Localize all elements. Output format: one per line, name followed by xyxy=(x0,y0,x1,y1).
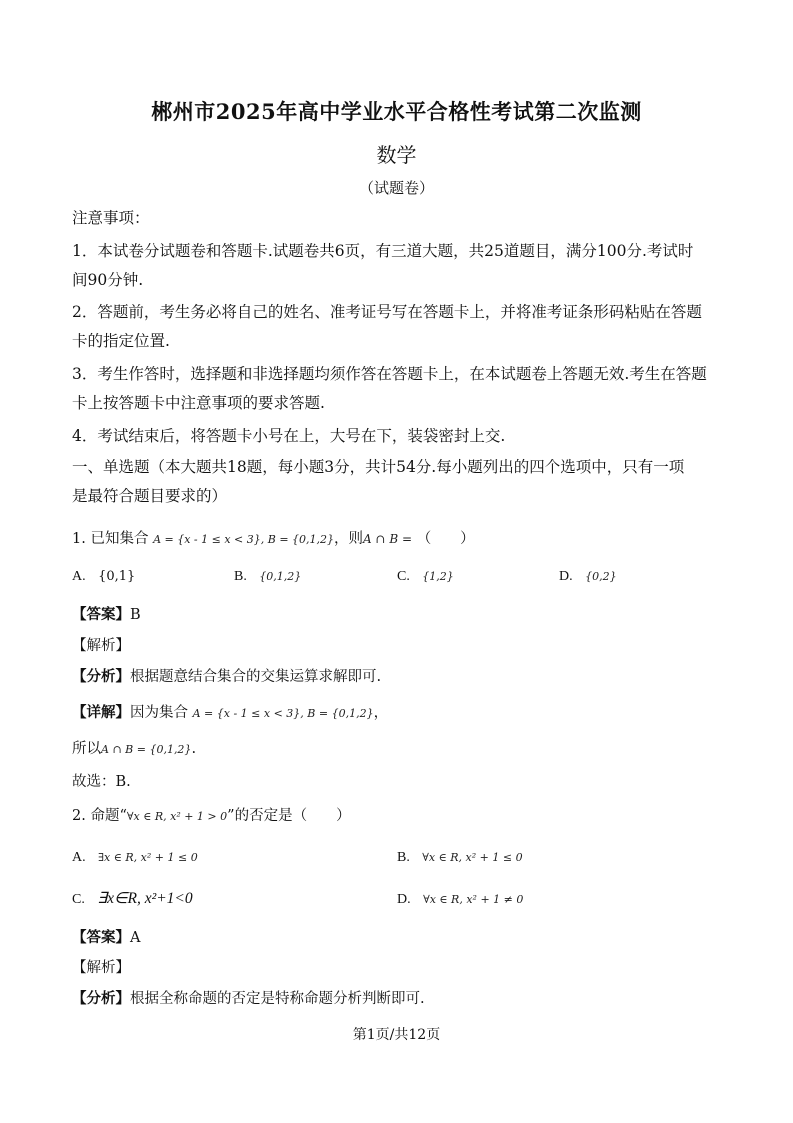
question-2: 2. 命题“∀x ∈ R, x² + 1 > 0”的否定是（ ） xyxy=(72,808,351,824)
question-1-middle: ，则 xyxy=(334,531,364,547)
section-heading-line-1: 一、单选题（本大题共18题，每小题3分，共计54分.每小题列出的四个选项中，只有一项 xyxy=(72,458,685,476)
q1-analysis-tag: 【解析】 xyxy=(72,638,130,654)
q1-so: 所以A ∩ B = {0,1,2}. xyxy=(72,741,197,757)
q1-option-d: D. {0,2} xyxy=(559,569,617,584)
section-heading-line-2: 是最符合题目要求的） xyxy=(72,487,228,505)
question-1 xyxy=(72,528,475,551)
exam-title: 郴州市2025年高中学业水平合格性考试第二次监测 xyxy=(151,99,642,124)
q1-option-c: C. {1,2} xyxy=(397,569,454,584)
q1-fenxi: 【分析】根据题意结合集合的交集运算求解即可. xyxy=(72,668,382,685)
q2-option-c: C. ∃x∈R, x²+1<0 xyxy=(72,890,193,907)
question-1-suffix: （ ） xyxy=(416,531,475,547)
notice-item-1-line-2: 间90分钟. xyxy=(72,271,144,289)
question-1-set-expr: A = {x - 1 ≤ x < 3}, B = {0,1,2} xyxy=(153,533,335,546)
q2-option-b: B. ∀x ∈ R, x² + 1 ≤ 0 xyxy=(397,850,523,865)
subject-title: 数学 xyxy=(376,143,417,167)
q2-option-a: A. ∃x ∈ R, x² + 1 ≤ 0 xyxy=(72,850,198,865)
q1-choose: 故选：B. xyxy=(72,774,131,790)
q1-xiangjie: 【详解】因为集合 A = {x - 1 ≤ x < 3}, B = {0,1,2}， xyxy=(72,704,389,721)
notice-item-3-line-1: 3．考生作答时，选择题和非选择题均须作答在答题卡上，在本试题卷上答题无效.考生在答题 xyxy=(72,365,707,383)
notice-item-2-line-2: 卡的指定位置. xyxy=(72,332,170,350)
question-1-prefix: 1. 已知集合 xyxy=(72,531,149,547)
notice-item-1-line-1: 1．本试卷分试题卷和答题卡.试题卷共6页，有三道大题，共25道题目，满分100分.考试时 xyxy=(72,242,694,260)
notice-item-3-line-2: 卡上按答题卡中注意事项的要求答题. xyxy=(72,394,325,412)
q1-option-a: A. {0,1} xyxy=(72,569,136,584)
notice-item-4: 4．考试结束后，将答题卡小号在上，大号在下，装袋密封上交. xyxy=(72,427,506,445)
q2-fenxi: 【分析】根据全称命题的否定是特称命题分析判断即可. xyxy=(72,990,425,1007)
q1-answer: 【答案】B xyxy=(72,606,141,623)
notice-heading: 注意事项： xyxy=(72,209,150,227)
q2-analysis-tag: 【解析】 xyxy=(72,960,130,976)
q1-option-b: B. {0,1,2} xyxy=(234,569,302,584)
notice-item-2-line-1: 2．答题前，考生务必将自己的姓名、准考证号写在答题卡上，并将准考证条形码粘贴在答题 xyxy=(72,303,702,321)
q2-option-d: D. ∀x ∈ R, x² + 1 ≠ 0 xyxy=(397,892,524,907)
paper-type: （试题卷） xyxy=(358,179,434,197)
page-number: 第1页/共12页 xyxy=(352,1027,441,1043)
question-1-ask-expr: A ∩ B = xyxy=(363,532,413,546)
q2-answer: 【答案】A xyxy=(72,929,141,946)
